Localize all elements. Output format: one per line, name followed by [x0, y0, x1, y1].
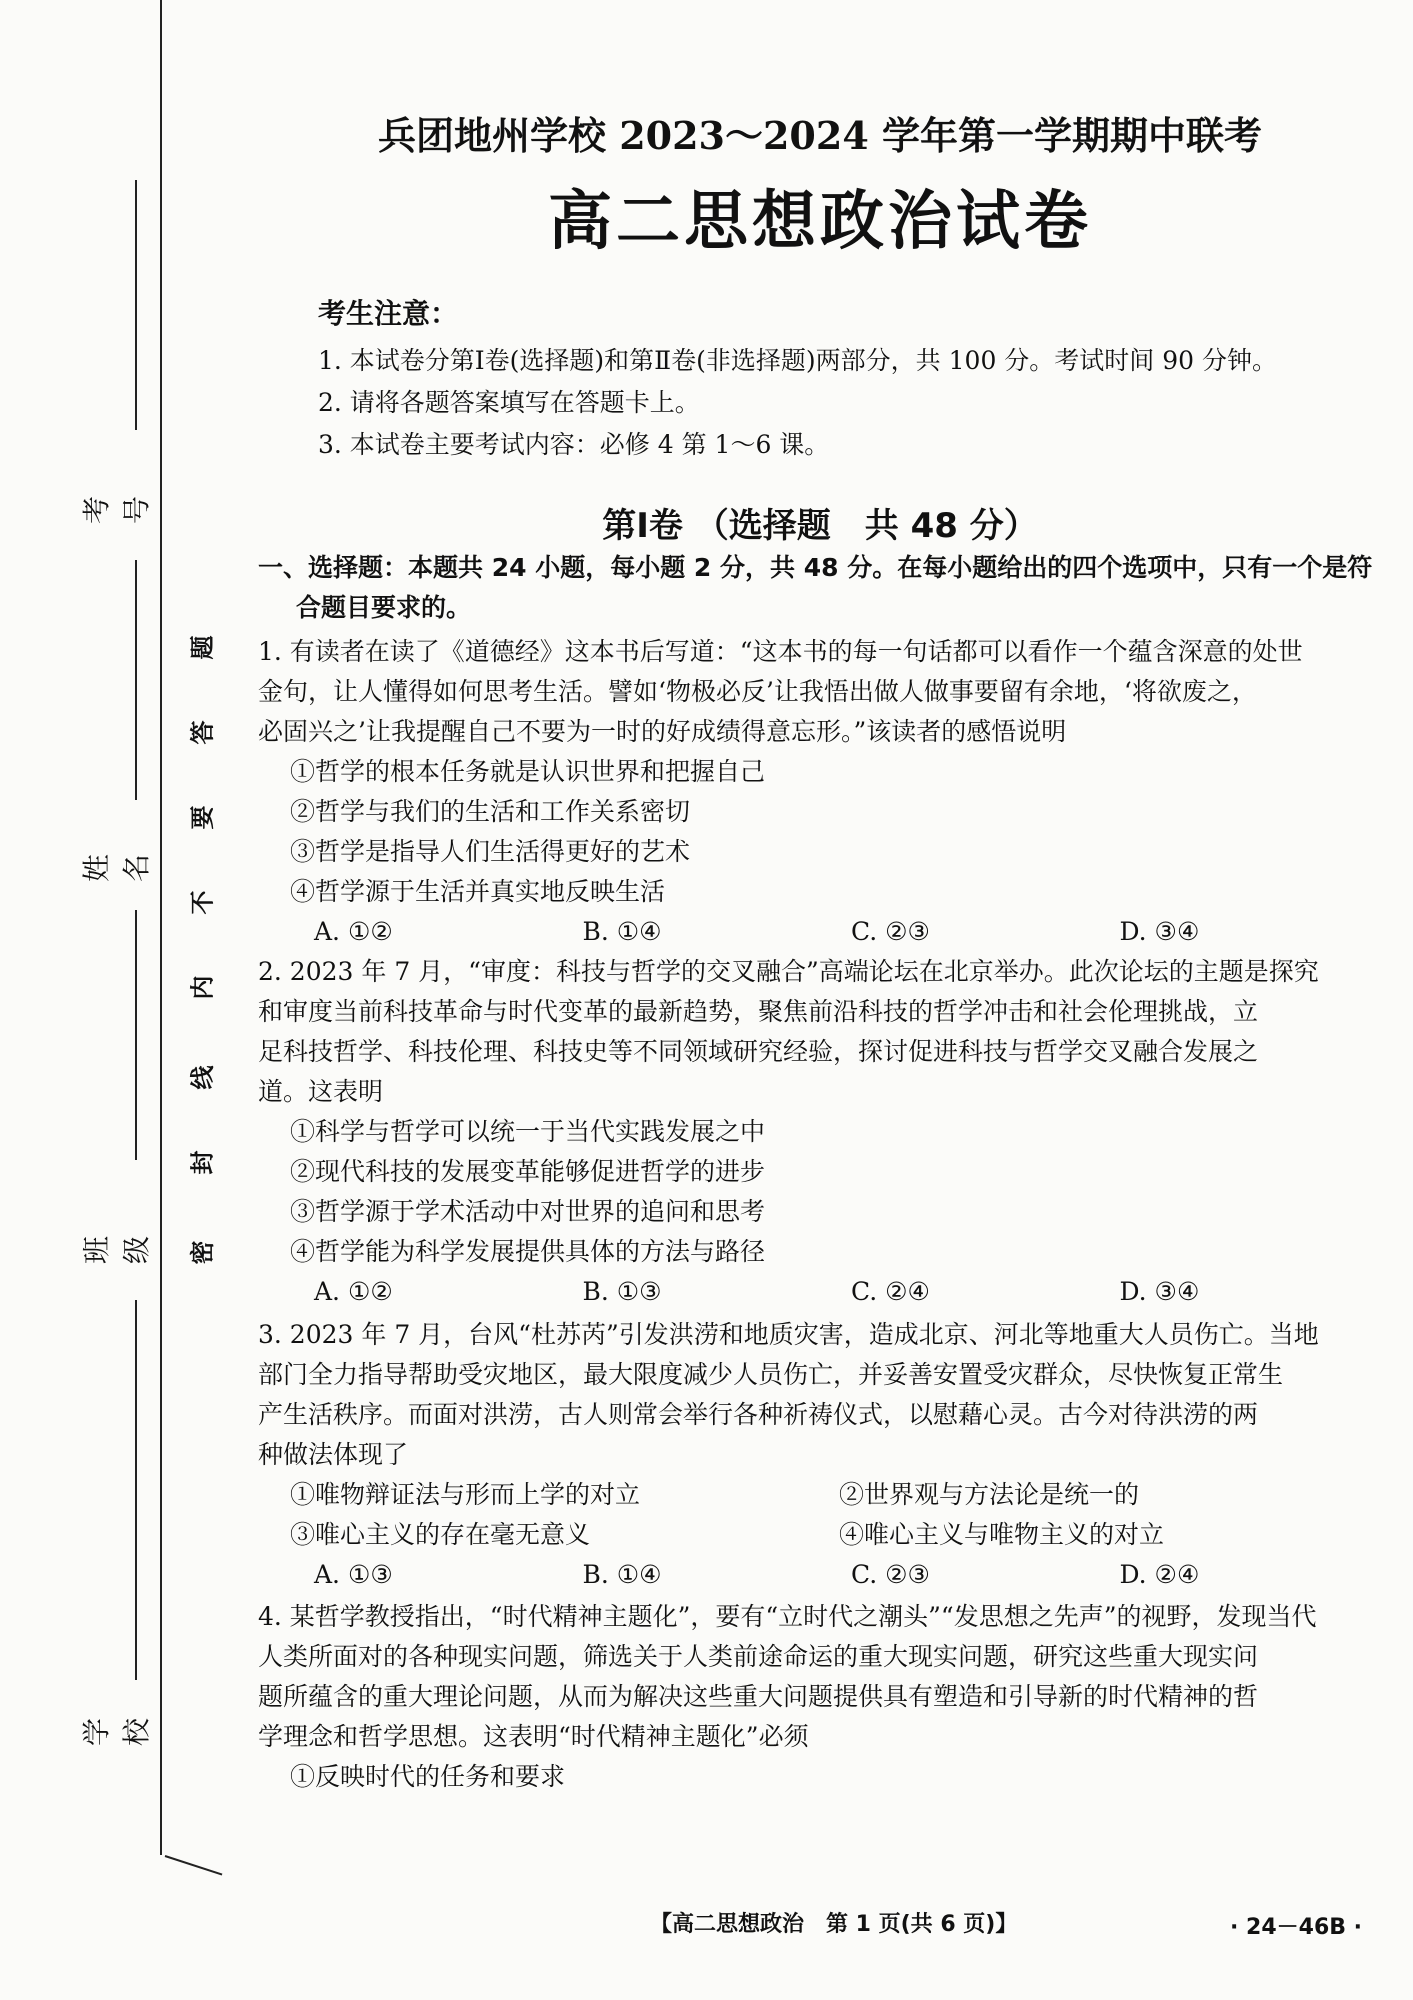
question-stem-line: 题所蕴含的重大理论问题，从而为解决这些重大问题提供具有塑造和引导新的时代精神的哲: [258, 1682, 1259, 1711]
seal-char-4: 不: [188, 890, 217, 915]
choice-b[interactable]: B. ①④: [582, 917, 662, 946]
answer-choices: [258, 1555, 1388, 1595]
binding-rule-end: [165, 1855, 223, 1875]
question-stem-line: 必固兴之’让我提醒自己不要为一时的好成绩得意忘形。”该读者的感悟说明: [258, 717, 1067, 746]
statement-option: ②哲学与我们的生活和工作关系密切: [290, 797, 691, 826]
choice-b[interactable]: B. ①③: [582, 1277, 662, 1306]
statement-option-row: [258, 1475, 1388, 1515]
question-stem-line: 1. 有读者在读了《道德经》这本书后写道：“这本书的每一句话都可以看作一个蕴含深意的处世: [258, 637, 1303, 666]
seal-char-8: 密: [188, 1240, 217, 1265]
choice-d[interactable]: D. ③④: [1119, 917, 1200, 946]
question-stem-line: 和审度当前科技革命与时代变革的最新趋势，聚焦前沿科技的哲学冲击和社会伦理挑战，立: [258, 997, 1259, 1026]
statement-option: ②世界观与方法论是统一的: [839, 1480, 1140, 1509]
statement-option: ④哲学源于生活并真实地反映生活: [290, 877, 666, 906]
seal-char-2: 答: [188, 720, 217, 745]
seal-char-3: 要: [188, 805, 217, 830]
question-3: [258, 1315, 1388, 1595]
section-title: 第Ⅰ卷 （选择题 共 48 分）: [602, 506, 1038, 546]
school-line: [135, 1300, 137, 1680]
question-2: [258, 952, 1388, 1312]
exam-title: 兵团地州学校 2023～2024 学年第一学期期中联考: [378, 113, 1262, 158]
notice-item: 2. 请将各题答案填写在答题卡上。: [318, 388, 700, 417]
instructions-line: 一、选择题：本题共 24 小题，每小题 2 分，共 48 分。在每小题给出的四个选项中，只有一个是符: [258, 553, 1373, 582]
notice-heading: 考生注意：: [318, 297, 459, 330]
question-stem-line: 学理念和哲学思想。这表明“时代精神主题化”必须: [258, 1722, 809, 1751]
candidate-notice: [318, 292, 1398, 466]
instructions-line: 合题目要求的。: [296, 593, 472, 622]
paper-title: 高二思想政治试卷: [548, 184, 1092, 259]
statement-option-row: [258, 1515, 1388, 1555]
statement-option: ①哲学的根本任务就是认识世界和把握自己: [290, 757, 766, 786]
seal-char-7: 封: [188, 1150, 217, 1175]
choice-d[interactable]: D. ②④: [1119, 1560, 1200, 1589]
exam-number-label: 考号: [80, 496, 153, 525]
choice-b[interactable]: B. ①④: [582, 1560, 662, 1589]
question-stem-line: 2. 2023 年 7 月，“审度：科技与哲学的交叉融合”高端论坛在北京举办。此次论坛的主题是探究: [258, 957, 1319, 986]
question-4: [258, 1597, 1388, 1797]
statement-option: ①反映时代的任务和要求: [290, 1762, 566, 1791]
choice-d[interactable]: D. ③④: [1119, 1277, 1200, 1306]
question-stem-line: 金句，让人懂得如何思考生活。譬如‘物极必反’让我悟出做人做事要留有余地，‘将欲废之，: [258, 677, 1257, 706]
statement-option: ①科学与哲学可以统一于当代实践发展之中: [290, 1117, 766, 1146]
choice-a[interactable]: A. ①③: [314, 1560, 393, 1589]
statement-option: ①唯物辩证法与形而上学的对立: [290, 1480, 641, 1509]
question-stem-line: 足科技哲学、科技伦理、科技史等不同领域研究经验，探讨促进科技与哲学交叉融合发展之: [258, 1037, 1259, 1066]
section-instructions: [258, 548, 1388, 628]
page-footer: 【高二思想政治 第 1 页(共 6 页)】: [650, 1912, 1018, 1937]
statement-option: ③哲学是指导人们生活得更好的艺术: [290, 837, 691, 866]
statement-option: ②现代科技的发展变革能够促进哲学的进步: [290, 1157, 766, 1186]
class-label: 班级: [80, 1236, 153, 1265]
notice-item: 1. 本试卷分第Ⅰ卷(选择题)和第Ⅱ卷(非选择题)两部分，共 100 分。考试时间 90 分钟。: [318, 346, 1277, 375]
name-label: 姓名: [80, 854, 153, 883]
statement-option: ③哲学源于学术活动中对世界的追问和思考: [290, 1197, 766, 1226]
paper-code: · 24－46B ·: [1230, 1915, 1363, 1940]
statement-option: ④哲学能为科学发展提供具体的方法与路径: [290, 1237, 766, 1266]
choice-c[interactable]: C. ②③: [851, 917, 930, 946]
question-stem-line: 产生活秩序。而面对洪涝，古人则常会举行各种祈祷仪式，以慰藉心灵。古今对待洪涝的两: [258, 1400, 1259, 1429]
notice-item: 3. 本试卷主要考试内容：必修 4 第 1～6 课。: [318, 430, 830, 459]
choice-a[interactable]: A. ①②: [314, 917, 393, 946]
question-stem-line: 部门全力指导帮助受灾地区，最大限度减少人员伤亡，并妥善安置受灾群众，尽快恢复正常生: [258, 1360, 1284, 1389]
choice-c[interactable]: C. ②④: [851, 1277, 930, 1306]
class-line: [135, 910, 137, 1160]
question-1: [258, 632, 1388, 952]
binding-rule: [160, 0, 162, 1855]
question-stem-line: 4. 某哲学教授指出，“时代精神主题化”，要有“立时代之潮头”“发思想之先声”的视野，发现当代: [258, 1602, 1317, 1631]
name-line: [135, 560, 137, 800]
seal-char-1: 题: [188, 635, 217, 660]
answer-choices: [258, 912, 1388, 952]
answer-choices: [258, 1272, 1388, 1312]
question-stem-line: 道。这表明: [258, 1077, 384, 1106]
seal-char-6: 线: [188, 1065, 217, 1090]
seal-char-5: 内: [188, 975, 217, 1000]
choice-c[interactable]: C. ②③: [851, 1560, 930, 1589]
school-label: 学校: [80, 1718, 153, 1747]
statement-option: ③唯心主义的存在毫无意义: [290, 1520, 591, 1549]
question-stem-line: 种做法体现了: [258, 1440, 409, 1469]
question-stem-line: 3. 2023 年 7 月，台风“杜苏芮”引发洪涝和地质灾害，造成北京、河北等地重大人员伤亡。当地: [258, 1320, 1319, 1349]
statement-option: ④唯心主义与唯物主义的对立: [839, 1520, 1165, 1549]
choice-a[interactable]: A. ①②: [314, 1277, 393, 1306]
question-stem-line: 人类所面对的各种现实问题，筛选关于人类前途命运的重大现实问题，研究这些重大现实问: [258, 1642, 1259, 1671]
exam-number-line: [135, 180, 137, 430]
